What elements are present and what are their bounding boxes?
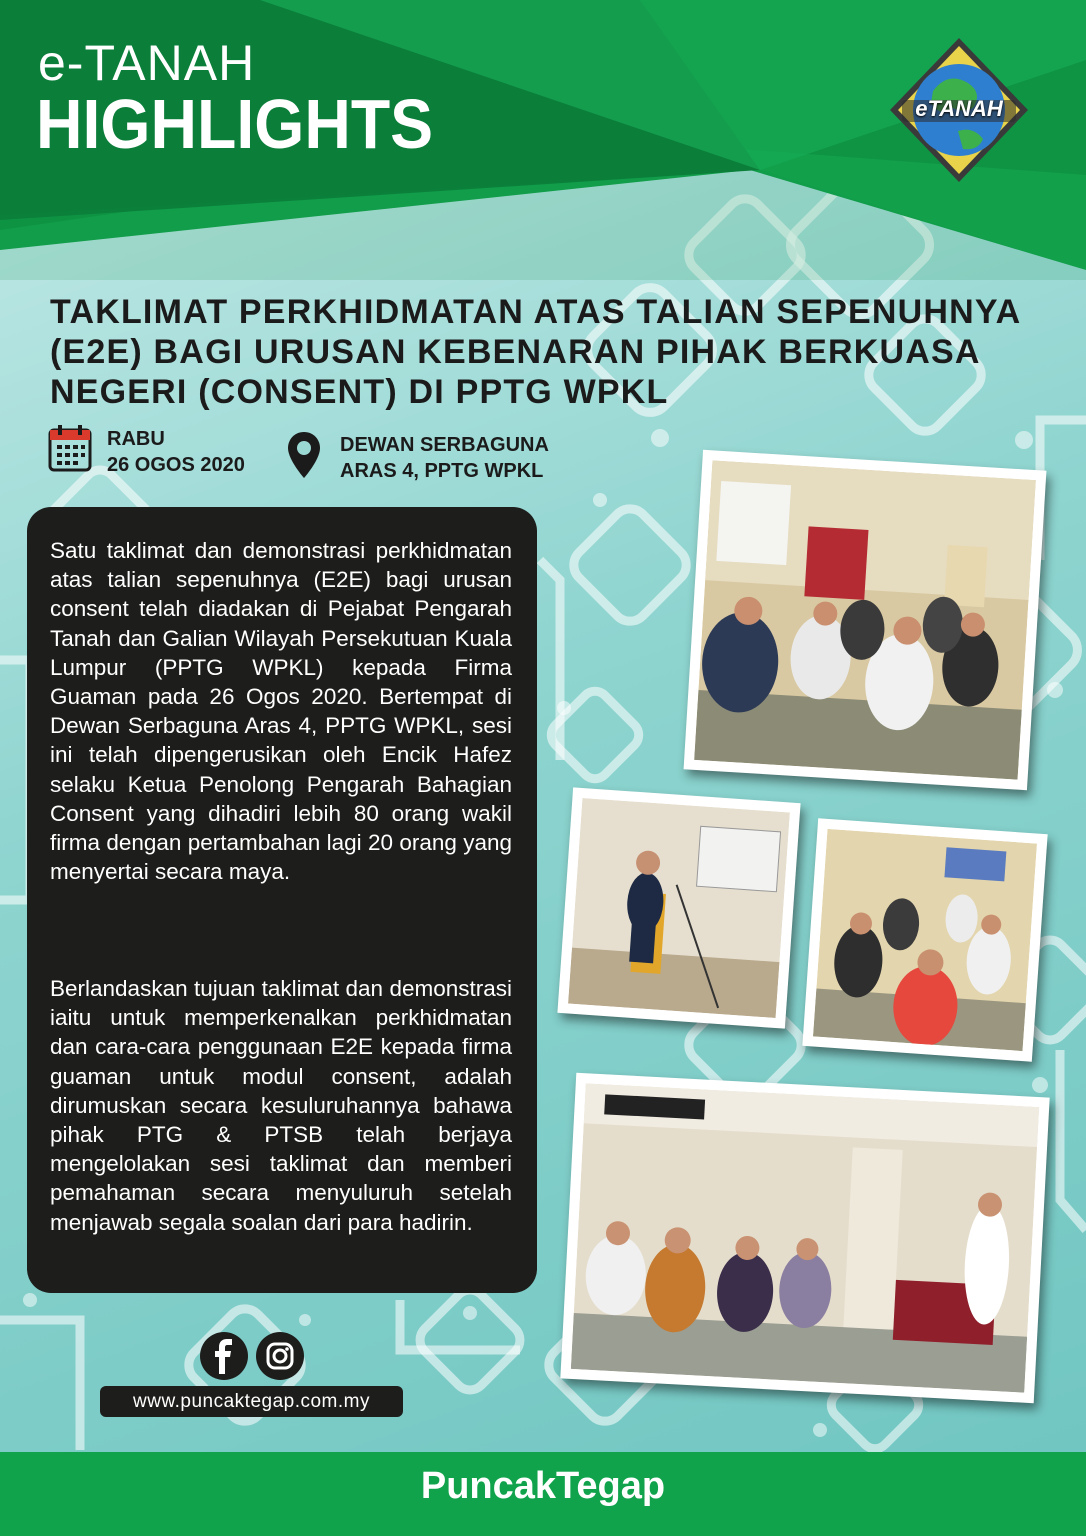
paragraph-2: Berlandaskan tujuan taklimat dan demonstrasi iaitu untuk memperkenalkan perkhidmatan dan cara-cara penggunaan E2E kepada firma guaman untuk modul consent, adalah dirumuskan secara kesuluruhannya bahawa pihak PTG & PTSB telah berjaya mengelolakan sesi taklimat dan memberi pemahaman secara menyuluruh setelah menjawab segala soalan dari para hadirin. bbox=[50, 976, 512, 1235]
venue-line-2: ARAS 4, PPTG WPKL bbox=[340, 460, 544, 482]
instagram-button[interactable] bbox=[256, 1332, 304, 1380]
footer-logo: PuncakTegap bbox=[420, 1465, 666, 1507]
photo-audience-2 bbox=[802, 818, 1047, 1061]
facebook-icon bbox=[200, 1332, 248, 1380]
website-link[interactable]: www.puncaktegap.com.my bbox=[100, 1386, 403, 1417]
brand-small-title: e-TANAH bbox=[38, 35, 256, 91]
location-pin-icon bbox=[286, 430, 322, 480]
photo-audience-1 bbox=[684, 450, 1047, 790]
paragraph-1: Satu taklimat dan demonstrasi perkhidmatan atas talian sepenuhnya (E2E) bagi urusan consent telah diadakan di Pejabat Pengarah Tanah dan Galian Wilayah Persekutuan Kuala Lumpur (PPTG WPKL) kepada Firma Guaman pada 26 Ogos 2020. Bertempat di Dewan Serbaguna Aras 4, PPTG WPKL, sesi ini telah dipengerusikan oleh Encik Hafez selaku Ketua Penolong Pengarah Bahagian Consent yang dihadiri lebih 80 orang wakil firma dengan pertambahan lagi 20 orang yang menyertai secara maya. bbox=[50, 538, 512, 885]
brand-big-title: HIGHLIGHTS bbox=[36, 85, 434, 163]
instagram-icon bbox=[256, 1332, 304, 1380]
venue-line-1: DEWAN SERBAGUNA bbox=[340, 434, 549, 456]
event-date: 26 OGOS 2020 bbox=[107, 454, 245, 476]
photo-hall bbox=[560, 1073, 1049, 1403]
event-day: RABU bbox=[107, 428, 165, 450]
logo-text: eTANAH bbox=[915, 96, 1003, 121]
photo-speaker bbox=[557, 787, 800, 1028]
facebook-button[interactable] bbox=[200, 1332, 248, 1380]
article-title: TAKLIMAT PERKHIDMATAN ATAS TALIAN SEPENUHNYA (E2E) BAGI URUSAN KEBENARAN PIHAK BERKUASA NEGERI (CONSENT) DI PPTG WPKL bbox=[50, 293, 1021, 411]
calendar-icon bbox=[48, 424, 92, 472]
